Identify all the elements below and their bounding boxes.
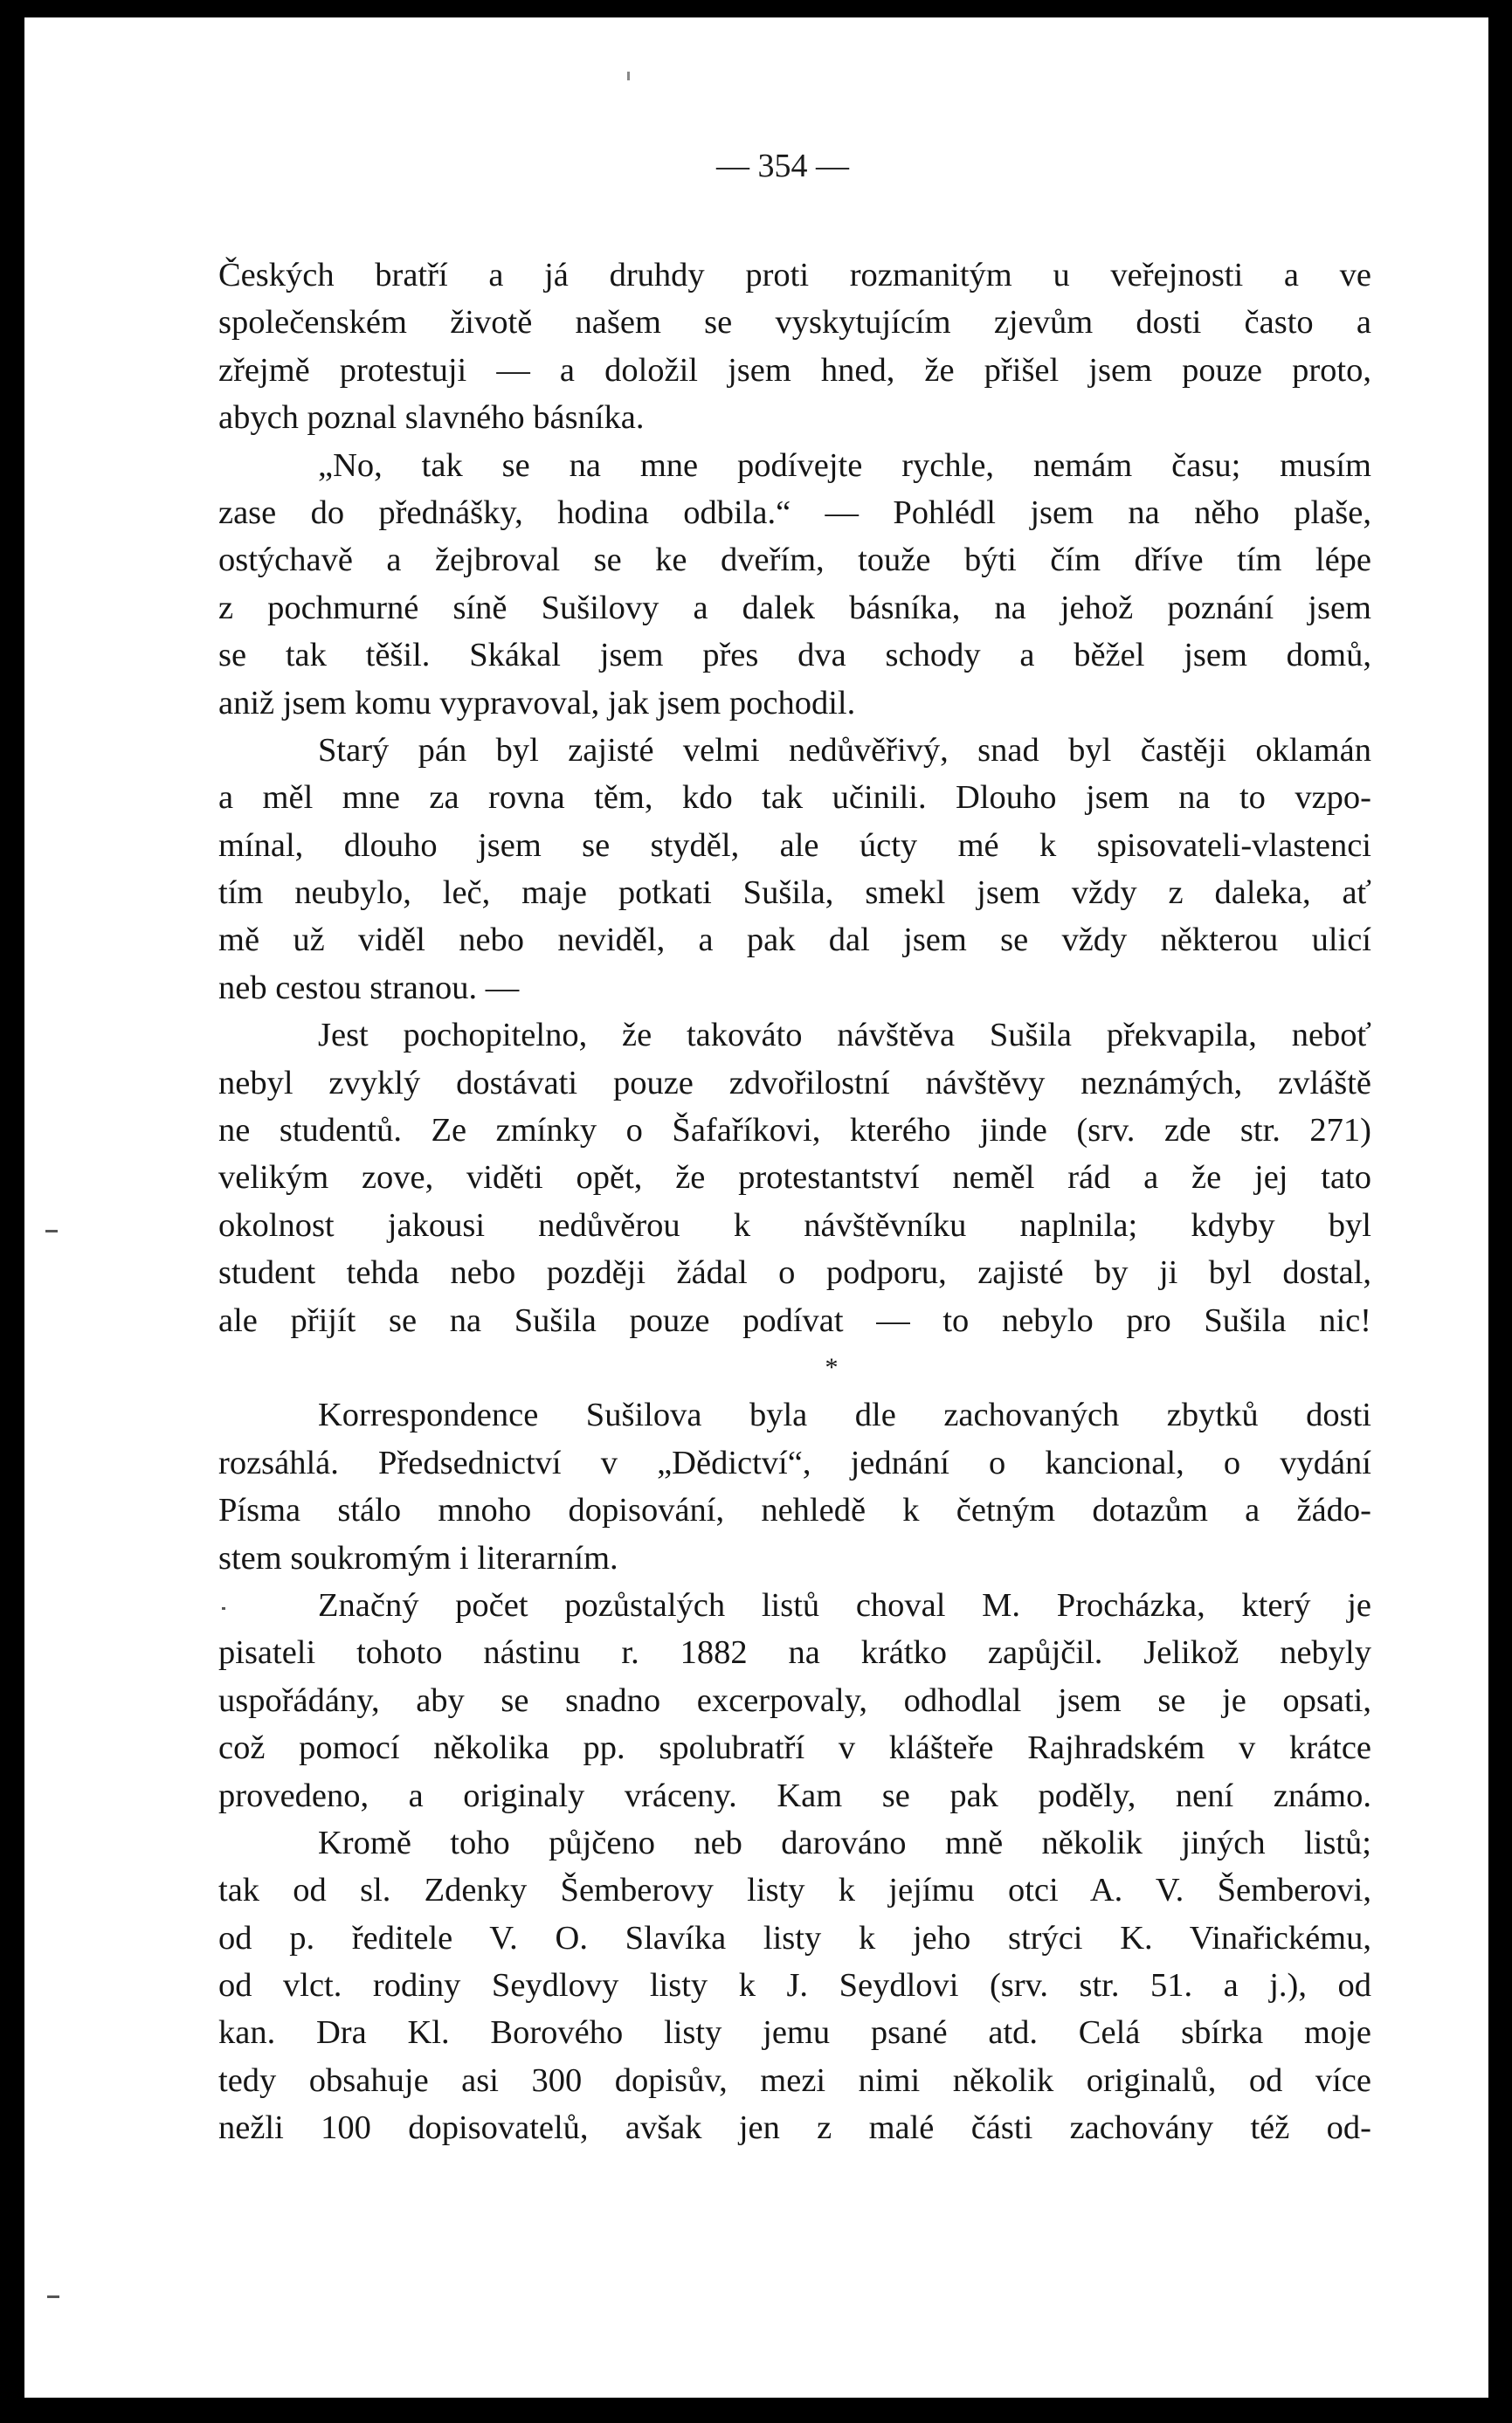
text-line: Značný počet pozůstalých listů choval M. Procházka, který je <box>318 1586 1371 1624</box>
margin-mark <box>45 1230 58 1232</box>
text-line: tím neubylo, leč, maje potkati Sušila, smekl jsem vždy z daleka, ať <box>218 874 1371 912</box>
body-text <box>218 252 1371 2152</box>
text-line: tedy obsahuje asi 300 dopisův, mezi nimi několik originalů, od více <box>218 2061 1371 2099</box>
text-line: se tak těšil. Skákal jsem přes dva schody a běžel jsem domů, <box>218 637 1371 674</box>
text-line: od vlct. rodiny Seydlovy listy k J. Seydlovi (srv. str. 51. a j.), od <box>218 1967 1371 2005</box>
section-separator: * <box>825 1352 839 1382</box>
margin-mark <box>47 2295 59 2298</box>
margin-mark <box>627 72 630 80</box>
text-line: nebyl zvyklý dostávati pouze zdvořilostní návštěvy neznámých, zvláště <box>218 1064 1371 1101</box>
text-line: uspořádány, aby se snadno excerpovaly, odhodlal jsem se je opsati, <box>218 1681 1371 1719</box>
text-line: ne studentů. Ze zmínky o Šafaříkovi, kterého jinde (srv. zde str. 271) <box>218 1112 1371 1149</box>
text-line: abych poznal slavného básníka. <box>218 399 645 437</box>
text-line: Kromě toho půjčeno neb darováno mně několik jiných listů; <box>318 1824 1371 1861</box>
text-line: pisateli tohoto nástinu r. 1882 na krátko zapůjčil. Jelikož nebyly <box>218 1634 1371 1672</box>
text-line: kan. Dra Kl. Borového listy jemu psané atd. Celá sbírka moje <box>218 2014 1371 2052</box>
text-line: „No, tak se na mne podívejte rychle, nemám času; musím <box>318 446 1371 484</box>
text-line: Starý pán byl zajisté velmi nedůvěřivý, snad byl častěji oklamán <box>318 731 1371 769</box>
text-line: zase do přednášky, hodina odbila.“ — Pohlédl jsem na něho plaše, <box>218 494 1371 531</box>
text-line: ale přijít se na Sušila pouze podívat — to nebylo pro Sušila nic! <box>218 1301 1371 1339</box>
page-number: — 354 — <box>716 148 849 184</box>
text-line: student tehda nebo později žádal o podporu, zajisté by ji byl dostal, <box>218 1254 1371 1292</box>
text-line: Písma stálo mnoho dopisování, nehledě k četným dotazům a žádo- <box>218 1492 1371 1529</box>
book-page <box>24 17 1488 2398</box>
text-line: od p. ředitele V. O. Slavíka listy k jeho strýci K. Vinařickému, <box>218 1919 1371 1957</box>
text-line: mínal, dlouho jsem se styděl, ale úcty mé k spisovateli-vlastenci <box>218 826 1371 864</box>
text-line: velikým zove, viděti opět, že protestantství neměl rád a že jej tato <box>218 1159 1371 1197</box>
text-line: tak od sl. Zdenky Šemberovy listy k jejímu otci A. V. Šemberovi, <box>218 1872 1371 1909</box>
text-line: okolnost jakousi nedůvěrou k návštěvníku naplnila; kdyby byl <box>218 1206 1371 1244</box>
text-line: společenském životě našem se vyskytujícím zjevům dosti často a <box>218 304 1371 342</box>
text-line: nežli 100 dopisovatelů, avšak jen z malé části zachovány též od- <box>218 2109 1371 2147</box>
text-line: stem soukromým i literarním. <box>218 1539 618 1577</box>
text-line: Českých bratří a já druhdy proti rozmanitým u veřejnosti a ve <box>218 257 1371 293</box>
margin-mark <box>222 1607 225 1610</box>
text-line: provedeno, a originaly vráceny. Kam se pak poděly, není známo. <box>218 1777 1371 1814</box>
text-line: Korrespondence Sušilova byla dle zachovaných zbytků dosti <box>318 1397 1371 1434</box>
text-line: z pochmurné síně Sušilovy a dalek básníka, na jehož poznání jsem <box>218 589 1371 626</box>
text-line: což pomocí několika pp. spolubratří v klášteře Rajhradském v krátce <box>218 1729 1371 1767</box>
text-line: mě už viděl nebo neviděl, a pak dal jsem se vždy některou ulicí <box>218 922 1371 959</box>
text-line: neb cestou stranou. — <box>218 969 520 1006</box>
text-line: a měl mne za rovna těm, kdo tak učinili. Dlouho jsem na to vzpo- <box>218 779 1371 817</box>
text-line: aniž jsem komu vypravoval, jak jsem pochodil. <box>218 684 856 721</box>
text-line: zřejmě protestuji — a doložil jsem hned, že přišel jsem pouze proto, <box>218 351 1371 389</box>
text-line: Jest pochopitelno, že takováto návštěva Sušila překvapila, neboť <box>318 1017 1371 1054</box>
text-line: rozsáhlá. Předsednictví v „Dědictví“, jednání o kancional, o vydání <box>218 1444 1371 1481</box>
text-line: ostýchavě a žejbroval se ke dveřím, touže býti čím dříve tím lépe <box>218 542 1371 579</box>
